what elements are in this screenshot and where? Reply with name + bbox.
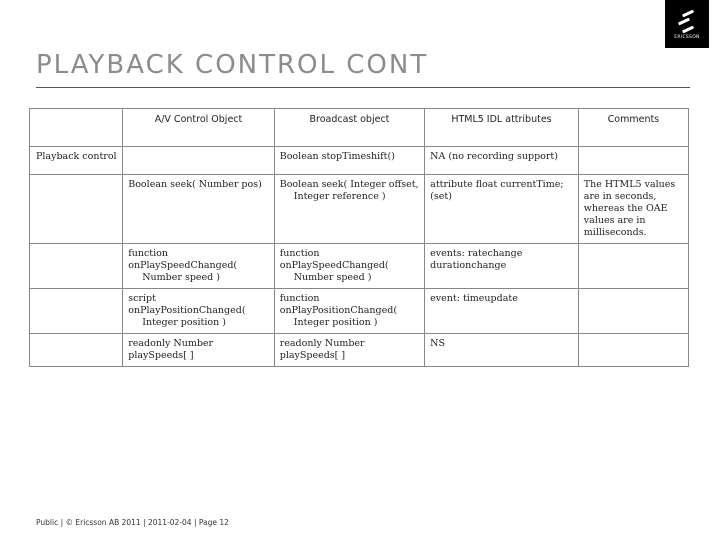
broadcast-cell <box>274 147 424 175</box>
cell-text: script onPlayPositionChanged( <box>128 293 246 316</box>
cell-text: function onPlaySpeedChanged( <box>279 248 389 271</box>
cell-text: function onPlayPositionChanged( <box>279 293 398 316</box>
table-row <box>30 244 689 289</box>
cell-text: events: ratechange <box>430 248 523 259</box>
cell-text: NA (no recording support) <box>430 151 558 162</box>
slide-footer: Public | © Ericsson AB 2011 | 2011-02-04 | Page 12 <box>36 518 229 527</box>
row-label: Playback control <box>30 147 123 175</box>
comparison-table <box>29 108 689 367</box>
av-cell <box>123 147 275 175</box>
slide-title: PLAYBACK CONTROL CONT <box>36 50 429 80</box>
cell-text: Boolean seek( Integer offset, <box>279 179 419 190</box>
header-cell: Broadcast object <box>274 109 424 147</box>
av-cell <box>123 244 275 289</box>
html5-cell <box>425 244 579 289</box>
header-cell <box>30 109 123 147</box>
table-row <box>30 334 689 367</box>
row-label <box>30 244 123 289</box>
table-header-row <box>30 109 689 147</box>
comments-cell <box>578 175 688 244</box>
cell-text: readonly Number playSpeeds[ ] <box>279 338 365 361</box>
cell-text: NS <box>430 338 445 349</box>
cell-text: readonly Number playSpeeds[ ] <box>128 338 214 361</box>
cell-text: Integer position ) <box>293 317 378 328</box>
logo-wordmark: ERICSSON <box>674 35 700 40</box>
row-label <box>30 334 123 367</box>
comments-cell <box>578 244 688 289</box>
logo-bar-icon <box>682 10 694 18</box>
row-label <box>30 289 123 334</box>
cell-text: event: timeupdate <box>430 293 518 304</box>
ericsson-logo <box>665 0 709 48</box>
broadcast-cell <box>274 175 424 244</box>
logo-bar-icon <box>682 26 694 34</box>
comments-cell <box>578 289 688 334</box>
html5-cell <box>425 334 579 367</box>
header-cell: HTML5 IDL attributes <box>425 109 579 147</box>
av-cell <box>123 175 275 244</box>
broadcast-cell <box>274 289 424 334</box>
cell-text: function onPlaySpeedChanged( <box>128 248 238 271</box>
header-cell: A/V Control Object <box>123 109 275 147</box>
table-row <box>30 147 689 175</box>
html5-cell <box>425 175 579 244</box>
logo-bar-icon <box>678 18 690 26</box>
broadcast-cell <box>274 244 424 289</box>
header-cell: Comments <box>578 109 688 147</box>
table-row <box>30 175 689 244</box>
cell-text: attribute float currentTime; (set) <box>430 179 564 202</box>
cell-text: Number speed ) <box>293 272 372 283</box>
html5-cell <box>425 289 579 334</box>
cell-text: Number speed ) <box>142 272 220 283</box>
row-label <box>30 175 123 244</box>
cell-text: Boolean stopTimeshift() <box>279 151 395 162</box>
title-divider <box>36 87 690 88</box>
comments-cell <box>578 147 688 175</box>
html5-cell <box>425 147 579 175</box>
cell-text: Integer reference ) <box>293 191 386 202</box>
broadcast-cell <box>274 334 424 367</box>
table-row <box>30 289 689 334</box>
comments-cell <box>578 334 688 367</box>
cell-text: The HTML5 values are in seconds, whereas the OAE values are in milliseconds. <box>583 179 676 238</box>
av-cell <box>123 289 275 334</box>
cell-text: Boolean seek( Number pos) <box>128 179 262 190</box>
cell-text: durationchange <box>430 260 507 271</box>
av-cell <box>123 334 275 367</box>
cell-text: Integer position ) <box>142 317 226 328</box>
